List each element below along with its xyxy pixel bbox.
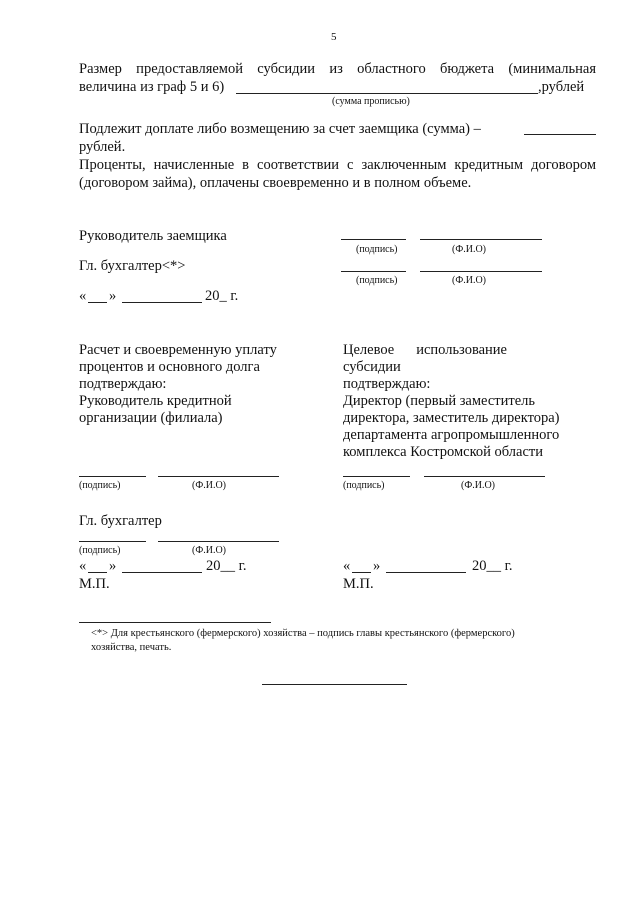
department-name-hint: (Ф.И.О): [461, 480, 496, 491]
borrower-head-name-line: [420, 239, 542, 240]
bank-accountant-signature-line: [79, 541, 146, 542]
page-number: 5: [331, 31, 337, 43]
department-date-month-line: [386, 572, 466, 573]
department-text-line-5: директора, заместитель директора): [343, 410, 560, 426]
end-rule: [262, 684, 407, 685]
payment-line-1: Подлежит доплате либо возмещению за счет заемщика (сумма) –: [79, 121, 481, 137]
borrower-date-close: »: [109, 288, 117, 304]
borrower-date-year: 20_ г.: [205, 288, 239, 304]
footnote-line-1: <*> Для крестьянского (фермерского) хозяйства – подпись главы крестьянского (фермерского): [91, 628, 515, 639]
bank-accountant-name-line: [158, 541, 279, 542]
payment-amount-line: [524, 134, 596, 135]
department-text-line-2: субсидии: [343, 359, 401, 375]
borrower-date-open: «: [79, 288, 87, 304]
bank-head-name-line: [158, 476, 279, 477]
footnote-line-2: хозяйства, печать.: [91, 642, 172, 653]
borrower-accountant-name-line: [420, 271, 542, 272]
subsidy-amount-line: [236, 93, 538, 94]
department-text-line-3: подтверждаю:: [343, 376, 431, 392]
bank-date-month-line: [122, 572, 202, 573]
bank-stamp-label: М.П.: [79, 576, 110, 592]
department-stamp-label: М.П.: [343, 576, 374, 592]
payment-line-3: Проценты, начисленные в соответствии с заключенным кредитным договором: [79, 157, 596, 173]
subsidy-amount-hint: (сумма прописью): [332, 96, 410, 107]
bank-accountant-signature-hint: (подпись): [79, 545, 121, 556]
department-date-close: »: [373, 558, 381, 574]
borrower-accountant-signature-line: [341, 271, 406, 272]
department-date-year: 20__ г.: [472, 558, 513, 574]
borrower-head-signature-hint: (подпись): [356, 244, 398, 255]
borrower-head-name-hint: (Ф.И.О): [452, 244, 487, 255]
department-date-day-line: [352, 572, 371, 573]
borrower-head-label: Руководитель заемщика: [79, 228, 227, 244]
department-signature-line: [343, 476, 410, 477]
bank-accountant-name-hint: (Ф.И.О): [192, 545, 227, 556]
borrower-accountant-label: Гл. бухгалтер<*>: [79, 258, 186, 274]
department-text-line-4: Директор (первый заместитель: [343, 393, 535, 409]
borrower-head-signature-line: [341, 239, 406, 240]
bank-date-close: »: [109, 558, 117, 574]
borrower-accountant-name-hint: (Ф.И.О): [452, 275, 487, 286]
bank-head-name-hint: (Ф.И.О): [192, 480, 227, 491]
payment-line-4: (договором займа), оплачены своевременно и в полном объеме.: [79, 175, 472, 191]
bank-accountant-label: Гл. бухгалтер: [79, 513, 162, 529]
footnote-separator: [79, 622, 271, 623]
subsidy-line-2-prefix: величина из граф 5 и 6): [79, 79, 225, 95]
department-signature-hint: (подпись): [343, 480, 385, 491]
bank-date-year: 20__ г.: [206, 558, 247, 574]
bank-head-signature-line: [79, 476, 146, 477]
department-text-line-1: Целевое использование: [343, 342, 507, 358]
bank-date-open: «: [79, 558, 87, 574]
borrower-date-month-line: [122, 302, 202, 303]
bank-text-line-1: Расчет и своевременную уплату: [79, 342, 277, 358]
subsidy-line-2-suffix: ,рублей: [538, 79, 585, 95]
bank-head-signature-hint: (подпись): [79, 480, 121, 491]
payment-line-2: рублей.: [79, 139, 126, 155]
bank-text-line-3: подтверждаю:: [79, 376, 167, 392]
bank-text-line-5: организации (филиала): [79, 410, 223, 426]
borrower-accountant-signature-hint: (подпись): [356, 275, 398, 286]
bank-date-day-line: [88, 572, 107, 573]
bank-text-line-4: Руководитель кредитной: [79, 393, 232, 409]
bank-text-line-2: процентов и основного долга: [79, 359, 260, 375]
borrower-date-day-line: [88, 302, 107, 303]
department-name-line: [424, 476, 545, 477]
department-text-line-6: департамента агропромышленного: [343, 427, 560, 443]
department-date-open: «: [343, 558, 351, 574]
subsidy-line-1: Размер предоставляемой субсидии из областного бюджета (минимальная: [79, 61, 596, 77]
department-text-line-7: комплекса Костромской области: [343, 444, 544, 460]
